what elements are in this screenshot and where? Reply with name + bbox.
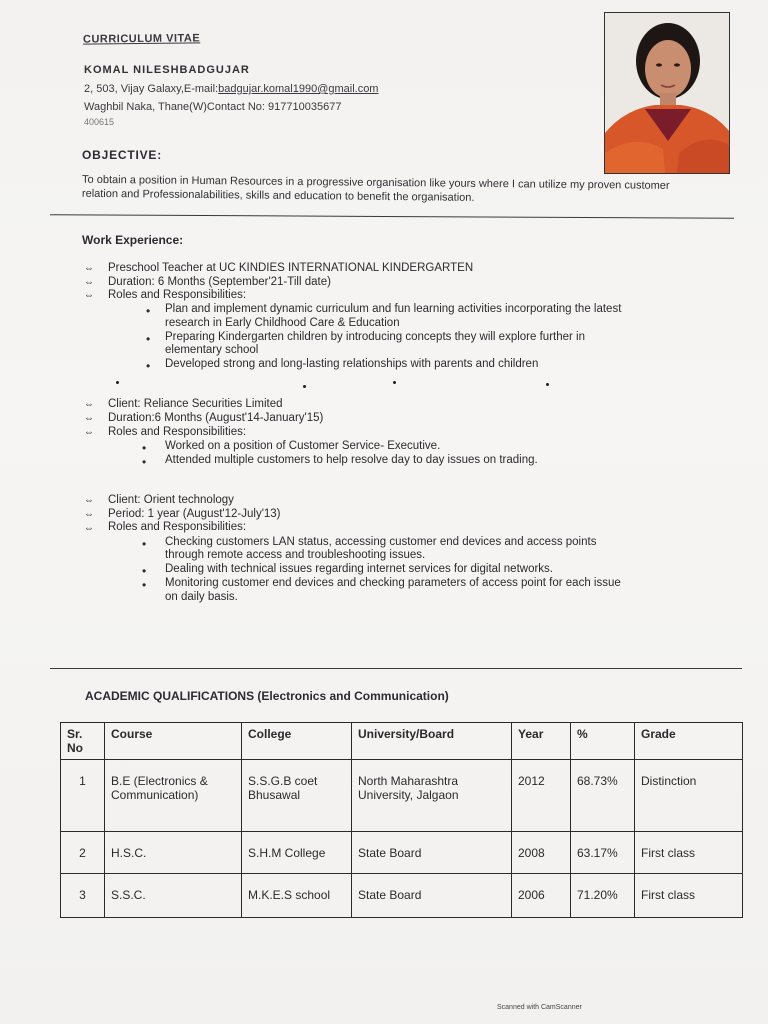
stray-dot (393, 381, 396, 384)
stray-dot (116, 381, 119, 384)
job-1-bullet-2-line-2: elementary school (165, 344, 259, 356)
table-row (61, 832, 743, 874)
section-divider (50, 668, 742, 669)
cell-course: S.S.C. (105, 874, 242, 918)
job-1-bullet-1-line-1: Plan and implement dynamic curriculum and fun learning activities incorporating the latest (165, 303, 622, 315)
job-3-period: Period: 1 year (August'12-July'13) (108, 508, 281, 520)
job-1-roles-heading: Roles and Responsibilities: (108, 289, 247, 301)
address-line-2: Waghbil Naka, Thane(W)Contact No: 917710035677 (84, 101, 342, 113)
cell-university: State Board (352, 874, 512, 918)
header-percent: % (571, 723, 635, 760)
cell-grade: First class (635, 832, 743, 874)
job-2-client: Client: Reliance Securities Limited (108, 398, 283, 410)
job-3-client: Client: Orient technology (108, 494, 234, 506)
header-university: University/Board (352, 723, 512, 760)
arrow-bullet-icon: ⇔ (84, 413, 94, 424)
cell-grade: First class (635, 874, 743, 918)
job-3-roles-heading: Roles and Responsibilities: (108, 521, 247, 533)
cell-year: 2008 (512, 832, 571, 874)
cell-grade: Distinction (635, 760, 743, 832)
arrow-bullet-icon: ⇔ (84, 263, 94, 274)
arrow-bullet-icon: ⇔ (84, 427, 94, 438)
bullet-icon: • (142, 578, 147, 592)
cell-percent: 63.17% (571, 832, 635, 874)
address-prefix: 2, 503, Vijay Galaxy,E-mail: (84, 83, 219, 95)
stray-dot (546, 383, 549, 386)
arrow-bullet-icon: ⇔ (84, 290, 94, 301)
cell-university: State Board (352, 832, 512, 874)
arrow-bullet-icon: ⇔ (84, 277, 94, 288)
arrow-bullet-icon: ⇔ (84, 399, 94, 410)
arrow-bullet-icon: ⇔ (84, 509, 94, 520)
cell-course: H.S.C. (105, 832, 242, 874)
table-header-row (61, 723, 743, 760)
bullet-icon: • (142, 455, 147, 469)
job-3-bullet-2: Dealing with technical issues regarding internet services for digital networks. (165, 563, 553, 575)
header-grade: Grade (635, 723, 743, 760)
bullet-icon: • (146, 304, 151, 318)
cell-college: S.H.M College (242, 832, 352, 874)
address-line-3: 400615 (84, 117, 115, 127)
job-3-bullet-3-line-1: Monitoring customer end devices and checking parameters of access point for each issue (165, 577, 621, 589)
arrow-bullet-icon: ⇔ (84, 495, 94, 506)
cell-college: S.S.G.B coet Bhusawal (242, 760, 352, 832)
cell-sr-no: 1 (61, 760, 105, 832)
header-sr-no: Sr. No (61, 723, 105, 760)
header-year: Year (512, 723, 571, 760)
cell-percent: 71.20% (571, 874, 635, 918)
cell-course: B.E (Electronics & Communication) (105, 760, 242, 832)
scanner-watermark: Scanned with CamScanner (497, 1004, 582, 1011)
bullet-icon: • (142, 441, 147, 455)
job-2-roles-heading: Roles and Responsibilities: (108, 426, 247, 438)
cv-title: CURRICULUM VITAE (82, 32, 201, 46)
job-1-bullet-2-line-1: Preparing Kindergarten children by introducing concepts they will explore further in (165, 331, 585, 343)
job-3-bullet-3-line-2: on daily basis. (165, 591, 238, 603)
objective-text: To obtain a position in Human Resources in a progressive organisation like yours where I can utilize my proven customer relation and Professionalabilities, skills and education to benefit the organisation. (81, 173, 670, 204)
cell-year: 2006 (512, 874, 571, 918)
bullet-icon: • (142, 537, 147, 551)
candidate-name: KOMAL NILESHBADGUJAR (84, 64, 250, 76)
job-3-bullet-1-line-1: Checking customers LAN status, accessing customer end devices and access points (165, 536, 597, 548)
job-1-title: Preschool Teacher at UC KINDIES INTERNATIONAL KINDERGARTEN (108, 262, 474, 274)
cell-percent: 68.73% (571, 760, 635, 832)
bullet-icon: • (142, 564, 147, 578)
table-row (61, 874, 743, 918)
cell-sr-no: 2 (61, 832, 105, 874)
work-experience-heading: Work Experience: (82, 233, 184, 247)
job-2-bullet-2: Attended multiple customers to help resolve day to day issues on trading. (165, 454, 538, 466)
cell-college: M.K.E.S school (242, 874, 352, 918)
bullet-icon: • (146, 359, 151, 373)
job-2-bullet-1: Worked on a position of Customer Service- Executive. (165, 440, 441, 452)
academic-heading: ACADEMIC QUALIFICATIONS (Electronics and Communication) (85, 689, 449, 703)
arrow-bullet-icon: ⇔ (84, 523, 94, 534)
academic-table (60, 722, 743, 918)
bullet-icon: • (146, 332, 151, 346)
stray-dot (303, 385, 306, 388)
job-1-bullet-3: Developed strong and long-lasting relationships with parents and children (165, 358, 539, 370)
objective-heading: OBJECTIVE: (82, 148, 163, 162)
cell-year: 2012 (512, 760, 571, 832)
job-1-bullet-1-line-2: research in Early Childhood Care & Education (165, 317, 400, 329)
job-3-bullet-1-line-2: through remote access and troubleshooting issues. (165, 549, 426, 561)
job-1-duration: Duration: 6 Months (September'21-Till date) (108, 276, 331, 288)
job-2-duration: Duration:6 Months (August'14-January'15) (108, 412, 324, 424)
header-course: Course (105, 723, 242, 760)
header-college: College (242, 723, 352, 760)
cell-university: North Maharashtra University, Jalgaon (352, 760, 512, 832)
email-link[interactable]: badgujar.komal1990@gmail.com (218, 83, 379, 95)
table-row (61, 760, 743, 832)
cell-sr-no: 3 (61, 874, 105, 918)
